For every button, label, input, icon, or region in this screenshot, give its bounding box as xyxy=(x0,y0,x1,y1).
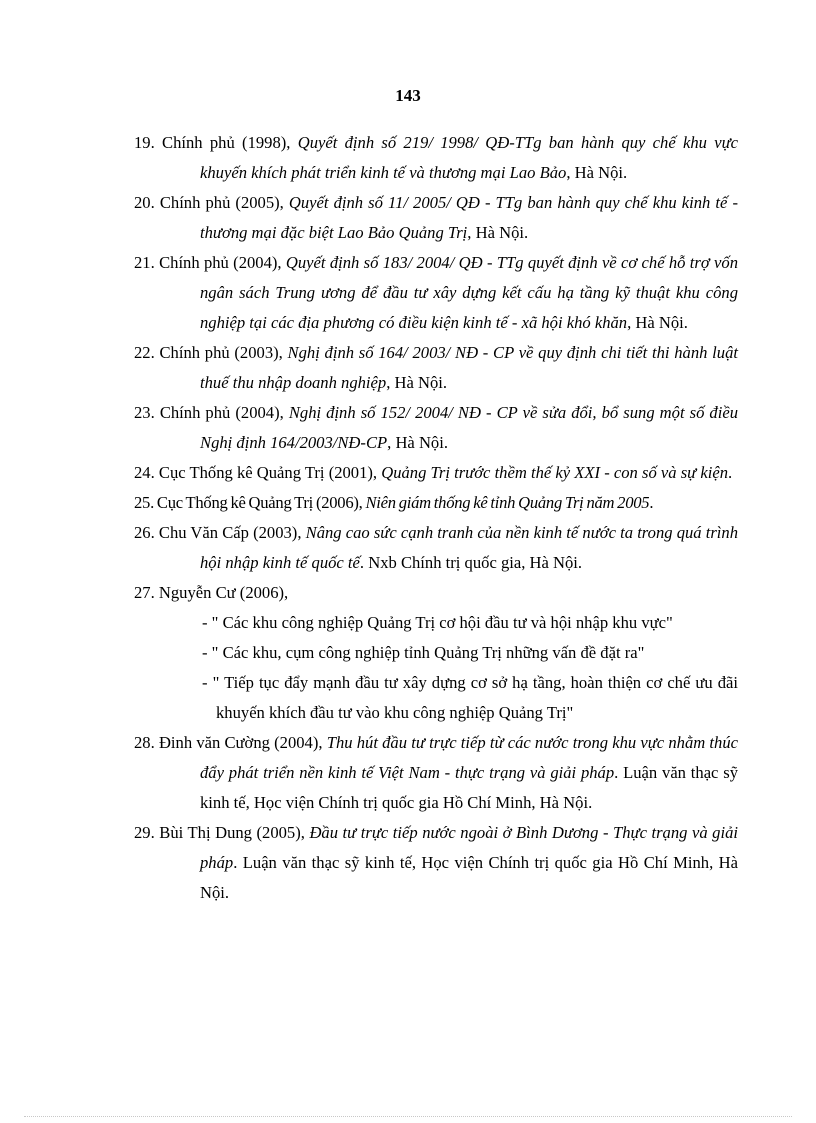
reference-author: Chính phủ (2004), xyxy=(159,253,286,272)
reference-title: Nghị định số 164/ 2003/ NĐ - CP về quy định chi tiết thi hành luật thuế thu nhập doanh nghiệp xyxy=(200,343,738,392)
reference-publisher: . xyxy=(649,493,654,512)
reference-item-19 xyxy=(134,128,738,188)
reference-author: Đinh văn Cường (2004), xyxy=(158,733,327,752)
reference-title: Nâng cao sức cạnh tranh của nền kinh tế nước ta trong quá trình hội nhập kinh tế quốc tế xyxy=(200,523,739,572)
reference-27-subitem: - " Tiếp tục đẩy mạnh đầu tư xây dựng cơ sở hạ tầng, hoàn thiện cơ chế ưu đãi khuyến khích đầu tư vào khu công nghiệp Quảng Trị" xyxy=(202,673,738,722)
reference-author: Chu Văn Cấp (2003), xyxy=(158,523,306,542)
reference-title: Thu hút đầu tư trực tiếp từ các nước trong khu vực nhằm thúc đẩy phát triển nền kinh tế Việt Nam - thực trạng và giải pháp xyxy=(200,733,739,782)
reference-publisher: . Luận văn thạc sỹ kinh tế, Học viện Chính trị quốc gia Hồ Chí Minh, Hà Nội. xyxy=(200,853,738,902)
reference-27-subitem: - " Các khu, cụm công nghiệp tỉnh Quảng Trị những vấn đề đặt ra" xyxy=(202,643,645,662)
reference-list xyxy=(134,128,738,908)
reference-publisher: . xyxy=(728,463,733,482)
reference-number: 27. xyxy=(134,583,155,602)
reference-number: 20. xyxy=(134,193,155,212)
reference-publisher: . Luận văn thạc sỹ kinh tế, Học viện Chính trị quốc gia Hồ Chí Minh, Hà Nội. xyxy=(200,763,738,812)
reference-number: 29. xyxy=(134,823,155,842)
reference-item-29 xyxy=(134,818,738,908)
reference-publisher: . Nxb Chính trị quốc gia, Hà Nội. xyxy=(359,553,583,572)
reference-author: Nguyễn Cư (2006), xyxy=(158,583,289,602)
reference-publisher: , Hà Nội. xyxy=(627,313,688,332)
reference-item-27 xyxy=(134,578,738,608)
reference-number: 22. xyxy=(134,343,155,362)
reference-publisher: , Hà Nội. xyxy=(467,223,529,242)
reference-number: 24. xyxy=(134,463,155,482)
reference-item-22 xyxy=(134,338,738,398)
reference-title: Quảng Trị trước thềm thế kỷ XXI - con số và sự kiện xyxy=(381,463,729,482)
reference-item-21 xyxy=(134,248,738,338)
reference-27-subitem: - " Các khu công nghiệp Quảng Trị cơ hội đầu tư và hội nhập khu vực" xyxy=(202,613,673,632)
reference-author: Chính phủ (2003), xyxy=(159,343,288,362)
reference-author: Chính phủ (1998), xyxy=(162,133,298,152)
reference-author: Bùi Thị Dung (2005), xyxy=(159,823,310,842)
reference-number: 23. xyxy=(134,403,155,422)
reference-author: Cục Thống kê Quảng Trị (2006), xyxy=(156,493,366,512)
reference-publisher: , Hà Nội. xyxy=(386,373,448,392)
reference-item-24 xyxy=(134,458,738,488)
page-number: 143 xyxy=(395,86,421,105)
reference-author: Cục Thống kê Quảng Trị (2001), xyxy=(158,463,382,482)
reference-title: Niên giám thống kê tỉnh Quảng Trị năm 2005 xyxy=(365,493,650,512)
reference-number: 21. xyxy=(134,253,155,272)
reference-item-28 xyxy=(134,728,738,818)
reference-title: Quyết định số 219/ 1998/ QĐ-TTg ban hành quy chế khu vực khuyến khích phát triển kinh tế và thương mại Lao Bảo xyxy=(200,133,738,182)
reference-author: Chính phủ (2005), xyxy=(159,193,289,212)
reference-title: Đầu tư trực tiếp nước ngoài ở Bình Dương - Thực trạng và giải pháp xyxy=(200,823,738,872)
reference-number: 28. xyxy=(134,733,155,752)
reference-item-20 xyxy=(134,188,738,248)
reference-title: Quyết định số 183/ 2004/ QĐ - TTg quyết định về cơ chế hỗ trợ vốn ngân sách Trung ương để đầu tư xây dựng kết cấu hạ tầng kỹ thuật khu công nghiệp tại các địa phương có điều kiện kinh tế - xã hội khó khăn xyxy=(200,253,738,332)
reference-title: Quyết định số 11/ 2005/ QĐ - TTg ban hành quy chế khu kinh tế - thương mại đặc biệt Lao Bảo Quảng Trị xyxy=(200,193,738,242)
reference-item-26 xyxy=(134,518,738,578)
reference-author: Chính phủ (2004), xyxy=(159,403,289,422)
reference-item-25 xyxy=(134,488,738,518)
reference-number: 19. xyxy=(134,133,155,152)
reference-number: 25. xyxy=(134,493,154,512)
reference-title: Nghị định số 152/ 2004/ NĐ - CP về sửa đổi, bổ sung một số điều Nghị định 164/2003/NĐ-CP xyxy=(200,403,738,452)
reference-publisher: , Hà Nội. xyxy=(566,163,628,182)
reference-item-23 xyxy=(134,398,738,458)
reference-publisher: , Hà Nội. xyxy=(387,433,448,452)
footer-divider xyxy=(24,1116,792,1117)
reference-number: 26. xyxy=(134,523,155,542)
